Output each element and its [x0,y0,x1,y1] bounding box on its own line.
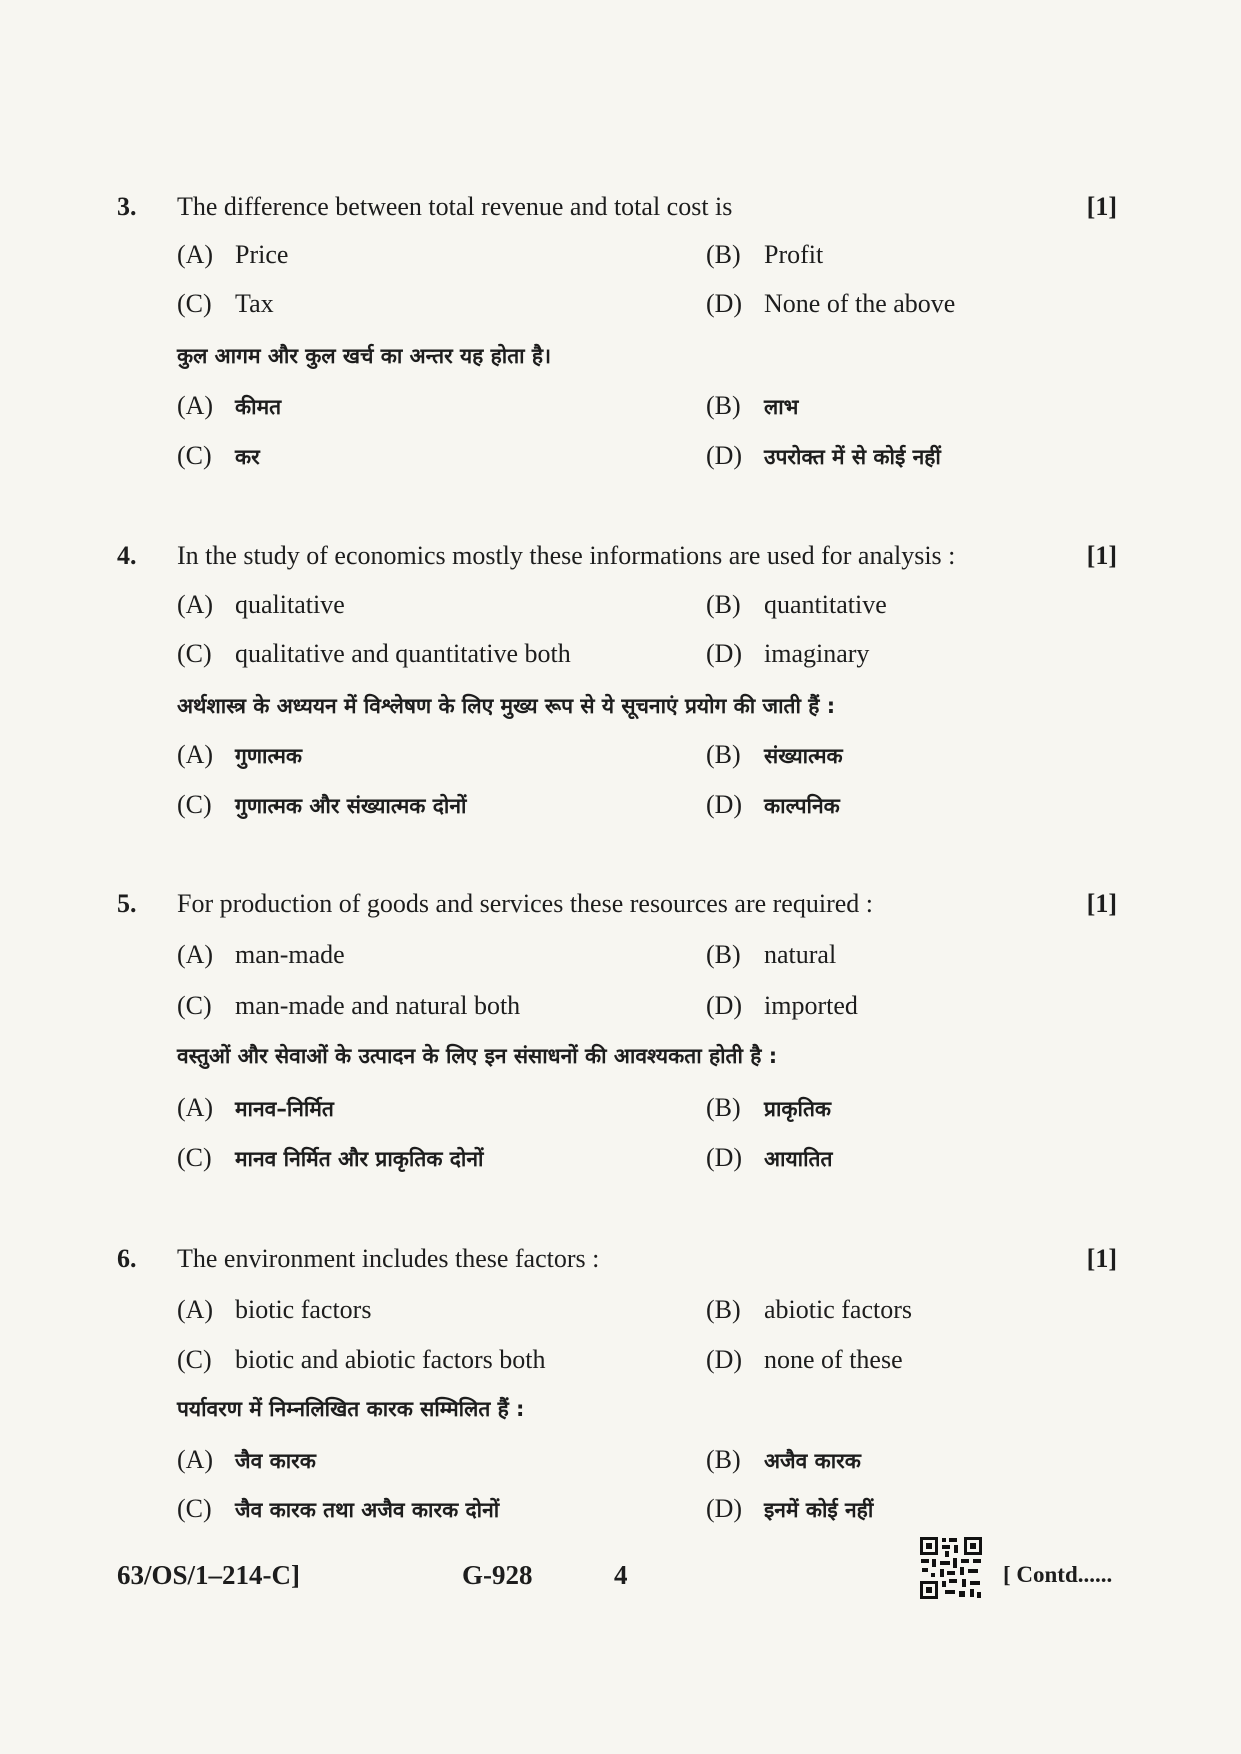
option-label: (B) [706,940,741,969]
question-text-hindi: अर्थशास्त्र के अध्ययन में विश्लेषण के लिए मुख्य रूप से ये सूचनाएं प्रयोग की जाती हैं : [177,694,836,718]
option-a-hindi [177,740,302,770]
option-label: (C) [177,289,212,318]
option-label: (D) [706,441,743,470]
option-text: इनमें कोई नहीं [764,1498,874,1522]
option-label: (B) [706,240,741,269]
option-text: Tax [235,289,274,318]
option-text: biotic and abiotic factors both [235,1345,546,1374]
qr-code-graphic [918,1535,984,1601]
option-label: (A) [177,240,214,269]
option-b-english [706,240,823,270]
question-text-english: The environment includes these factors : [177,1244,600,1273]
option-d-english [706,289,955,319]
option-label: (C) [177,1143,212,1172]
option-text: None of the above [764,289,956,318]
option-text: abiotic factors [764,1295,912,1324]
page-number: 4 [614,1560,628,1590]
option-d-english [706,1345,903,1375]
option-a-hindi [177,1445,316,1475]
question-text-hindi: पर्यावरण में निम्नलिखित कारक सम्मिलित हैं : [177,1397,525,1421]
option-label: (A) [177,940,214,969]
option-c-english [177,991,520,1021]
option-label: (D) [706,1494,743,1523]
option-c-hindi [177,441,260,471]
option-d-hindi [706,1494,873,1524]
option-b-english [706,940,836,970]
option-label: (C) [177,441,212,470]
option-label: (A) [177,740,214,769]
option-label: (C) [177,1345,212,1374]
option-label: (A) [177,590,214,619]
option-a-english [177,940,345,970]
option-d-hindi [706,790,840,820]
option-text: जैव कारक तथा अजैव कारक दोनों [235,1498,500,1522]
option-d-hindi [706,441,941,471]
option-d-english [706,991,858,1021]
option-c-english [177,289,274,319]
option-label: (D) [706,1143,743,1172]
option-text: qualitative [235,590,345,619]
option-text: कीमत [235,395,282,419]
question-text-hindi: कुल आगम और कुल खर्च का अन्तर यह होता है। [177,344,552,368]
option-text: natural [764,940,837,969]
series-code: G-928 [462,1560,533,1590]
option-text: प्राकृतिक [764,1097,832,1121]
option-text: imported [764,991,858,1020]
question-number: 6. [117,1244,137,1273]
option-a-english [177,1295,371,1325]
option-text: मानव निर्मित और प्राकृतिक दोनों [235,1147,484,1171]
option-c-english [177,1345,545,1375]
question-text-english: In the study of economics mostly these informations are used for analysis : [177,541,956,570]
option-label: (B) [706,1295,741,1324]
option-label: (D) [706,1345,743,1374]
option-a-english [177,590,345,620]
option-text: काल्पनिक [764,794,840,818]
option-label: (C) [177,639,212,668]
option-label: (C) [177,991,212,1020]
option-b-english [706,590,887,620]
option-a-hindi [177,1093,334,1123]
option-label: (B) [706,391,741,420]
option-label: (D) [706,790,743,819]
option-label: (D) [706,639,743,668]
question-text-english: The difference between total revenue and total cost is [177,192,733,221]
continued-label: [ Contd...... [1003,1562,1113,1587]
option-b-hindi [706,1093,831,1123]
option-c-hindi [177,1494,499,1524]
option-text: संख्यात्मक [764,744,843,768]
option-d-hindi [706,1143,832,1173]
paper-code: 63/OS/1–214-C] [117,1560,301,1590]
option-label: (C) [177,790,212,819]
question-marks: [1] [1086,1244,1117,1273]
option-text: अजैव कारक [764,1449,861,1473]
option-text: जैव कारक [235,1449,316,1473]
option-d-english [706,639,869,669]
option-text: आयातित [764,1147,833,1171]
option-label: (B) [706,740,741,769]
option-a-hindi [177,391,281,421]
question-text-english: For production of goods and services these resources are required : [177,889,873,918]
option-text: उपरोक्त में से कोई नहीं [764,445,941,469]
option-text: गुणात्मक [235,744,303,768]
option-c-hindi [177,1143,483,1173]
option-text: लाभ [764,395,799,419]
option-text: qualitative and quantitative both [235,639,571,668]
option-label: (A) [177,1093,214,1122]
option-b-english [706,1295,912,1325]
option-text: मानव–निर्मित [235,1097,334,1121]
option-b-hindi [706,391,798,421]
option-label: (C) [177,1494,212,1523]
option-text: man-made and natural both [235,991,521,1020]
question-marks: [1] [1086,889,1117,918]
question-marks: [1] [1086,541,1117,570]
option-c-hindi [177,790,466,820]
question-number: 3. [117,192,137,221]
option-text: biotic factors [235,1295,372,1324]
option-label: (D) [706,289,743,318]
option-c-english [177,639,571,669]
question-number: 4. [117,541,137,570]
option-b-hindi [706,740,843,770]
option-label: (A) [177,1295,214,1324]
page-footer [0,1560,1241,1600]
option-text: none of these [764,1345,903,1374]
option-text: गुणात्मक और संख्यात्मक दोनों [235,794,467,818]
question-text-hindi: वस्तुओं और सेवाओं के उत्पादन के लिए इन संसाधनों की आवश्यकता होती है : [177,1044,778,1068]
option-label: (B) [706,1445,741,1474]
option-text: कर [235,445,260,469]
option-label: (B) [706,590,741,619]
option-text: quantitative [764,590,887,619]
option-b-hindi [706,1445,861,1475]
option-text: man-made [235,940,345,969]
option-text: Price [235,240,289,269]
option-a-english [177,240,288,270]
question-number: 5. [117,889,137,918]
option-label: (B) [706,1093,741,1122]
qr-code-icon [918,1535,984,1601]
option-text: Profit [764,240,824,269]
option-text: imaginary [764,639,870,668]
option-label: (A) [177,1445,214,1474]
question-marks: [1] [1086,192,1117,221]
option-label: (D) [706,991,743,1020]
option-label: (A) [177,391,214,420]
